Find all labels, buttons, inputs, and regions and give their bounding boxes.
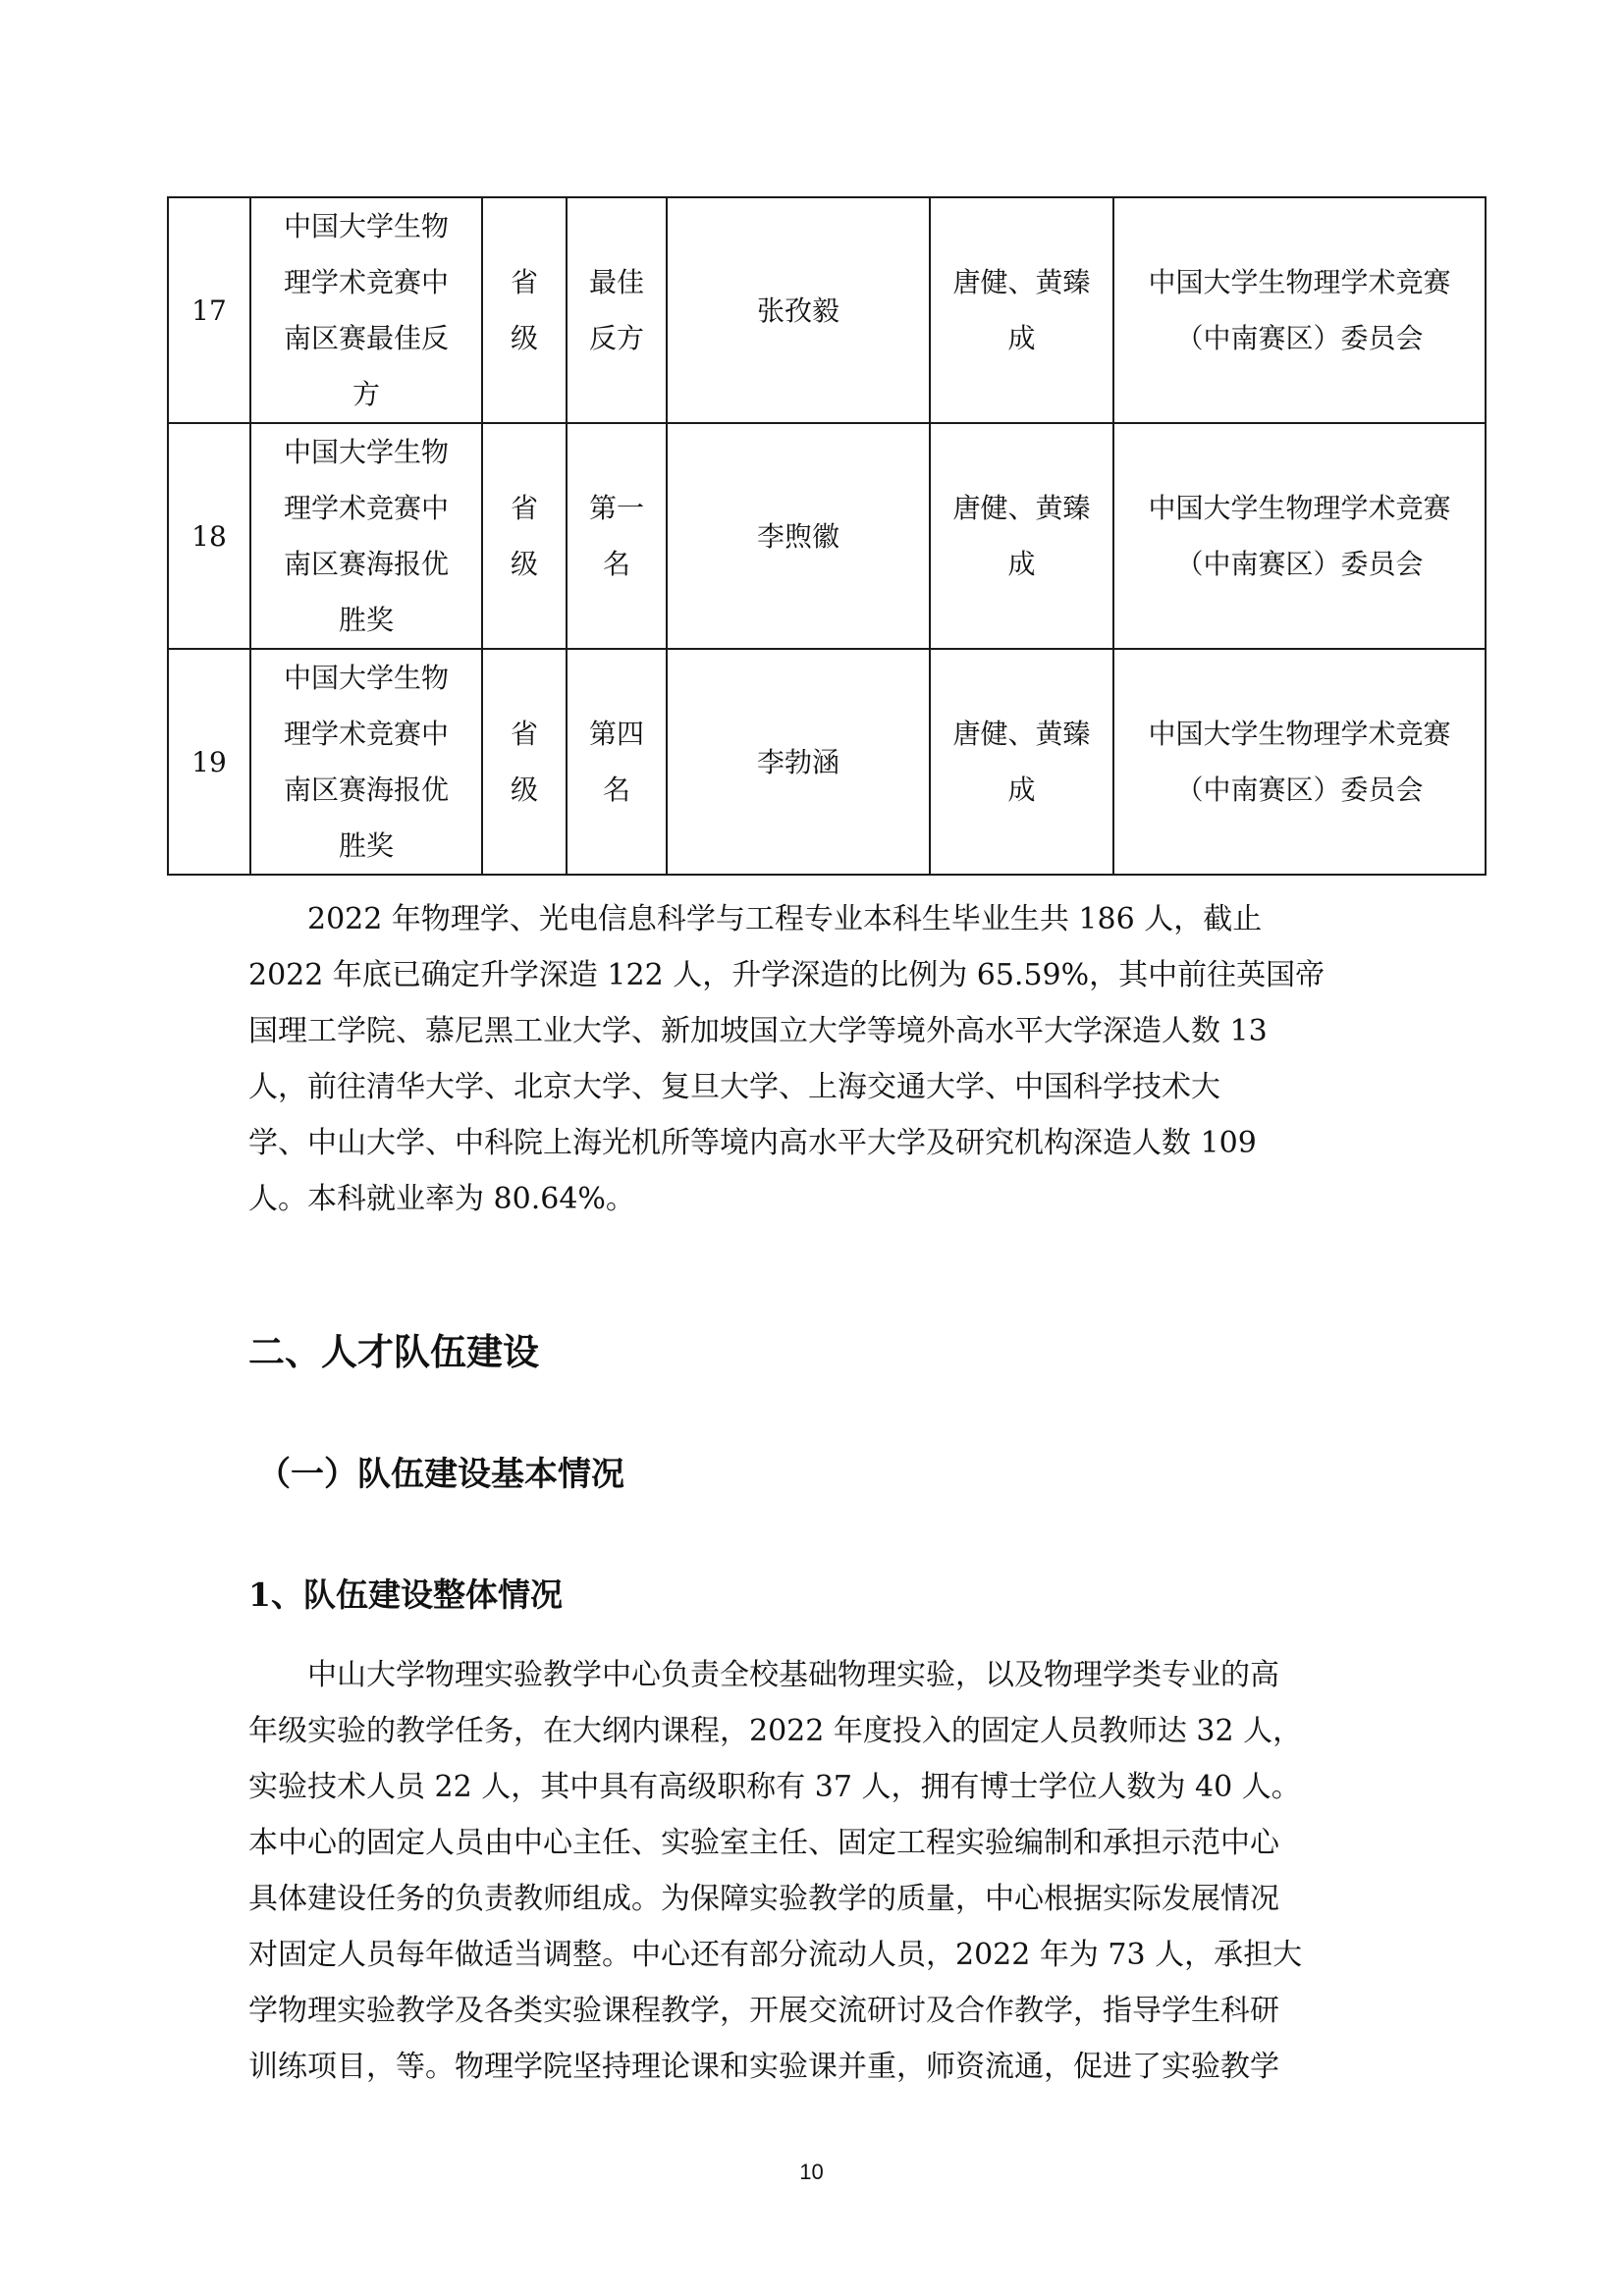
paragraph-line: 2022 年底已确定升学深造 122 人，升学深造的比例为 65.59%，其中前往英国帝 (248, 958, 1325, 992)
awards-table (167, 196, 1487, 876)
award-level-cell (482, 197, 567, 423)
organizer-cell (1113, 197, 1486, 423)
paragraph-line: 中山大学物理实验教学中心负责全校基础物理实验，以及物理学类专业的高 (307, 1658, 1279, 1692)
award-name-line: 理学术竞赛中 (283, 266, 449, 298)
organizer-line: 中国大学生物理学术竞赛 (1148, 492, 1451, 524)
award-name-cell (250, 197, 482, 423)
organizer-line: （中南赛区）委员会 (1175, 774, 1424, 806)
subsection-heading: （一）队伍建设基本情况 (257, 1455, 624, 1494)
paragraph-line: 对固定人员每年做适当调整。中心还有部分流动人员，2022 年为 73 人，承担大 (248, 1938, 1303, 1972)
award-name-line: 中国大学生物 (283, 436, 449, 468)
paragraph-line: 具体建设任务的负责教师组成。为保障实验教学的质量，中心根据实际发展情况 (248, 1882, 1279, 1916)
row-index: 17 (168, 197, 250, 423)
award-name-line: 南区赛最佳反 (283, 322, 449, 354)
award-name-line: 南区赛海报优 (283, 548, 449, 580)
table-row (168, 649, 1486, 875)
award-level-line: 省 (510, 492, 538, 524)
advisor-line: 唐健、黄臻 (952, 718, 1091, 750)
award-level-line: 级 (510, 548, 538, 580)
paragraph-line: 年级实验的教学任务，在大纲内课程，2022 年度投入的固定人员教师达 32 人， (248, 1714, 1303, 1748)
advisor-line: 成 (1007, 322, 1036, 354)
award-rank-line: 最佳 (588, 266, 644, 298)
section-heading: 二、人才队伍建设 (248, 1331, 539, 1373)
table-row (168, 423, 1486, 649)
organizer-cell (1113, 423, 1486, 649)
award-rank-cell (567, 197, 667, 423)
organizer-line: （中南赛区）委员会 (1175, 322, 1424, 354)
row-index: 18 (168, 423, 250, 649)
award-level-line: 省 (510, 266, 538, 298)
award-level-line: 级 (510, 322, 538, 354)
award-name-cell (250, 649, 482, 875)
award-rank-line: 第四 (588, 718, 644, 750)
organizer-cell (1113, 649, 1486, 875)
award-level-cell (482, 649, 567, 875)
paragraph-line: 2022 年物理学、光电信息科学与工程专业本科生毕业生共 186 人，截止 (307, 902, 1263, 936)
awards-table-body (168, 197, 1486, 875)
award-name-line: 南区赛海报优 (283, 774, 449, 806)
award-name-cell (250, 423, 482, 649)
paragraph-line: 国理工学院、慕尼黑工业大学、新加坡国立大学等境外高水平大学深造人数 13 (248, 1014, 1268, 1048)
award-rank-line: 第一 (588, 492, 644, 524)
paragraph-line: 学、中山大学、中科院上海光机所等境内高水平大学及研究机构深造人数 109 (248, 1126, 1257, 1160)
row-index: 19 (168, 649, 250, 875)
item-heading: 1、队伍建设整体情况 (248, 1575, 563, 1614)
award-name-line: 胜奖 (338, 604, 394, 636)
advisor-cell (930, 423, 1113, 649)
award-rank-line: 反方 (588, 322, 644, 354)
award-rank-cell (567, 423, 667, 649)
award-level-cell (482, 423, 567, 649)
award-level-line: 级 (510, 774, 538, 806)
award-rank-line: 名 (602, 548, 630, 580)
advisor-line: 唐健、黄臻 (952, 266, 1091, 298)
award-level-line: 省 (510, 718, 538, 750)
award-name-line: 理学术竞赛中 (283, 718, 449, 750)
student-name: 李煦徽 (667, 423, 930, 649)
award-rank-cell (567, 649, 667, 875)
award-name-line: 中国大学生物 (283, 662, 449, 694)
award-name-line: 中国大学生物 (283, 210, 449, 242)
organizer-line: （中南赛区）委员会 (1175, 548, 1424, 580)
advisor-line: 唐健、黄臻 (952, 492, 1091, 524)
student-name: 张孜毅 (667, 197, 930, 423)
page-number: 10 (799, 2160, 824, 2184)
paragraph-line: 实验技术人员 22 人，其中具有高级职称有 37 人，拥有博士学位人数为 40 人。 (248, 1770, 1301, 1804)
paragraph-line: 本中心的固定人员由中心主任、实验室主任、固定工程实验编制和承担示范中心 (248, 1826, 1279, 1860)
advisor-cell (930, 649, 1113, 875)
award-name-line: 理学术竞赛中 (283, 492, 449, 524)
student-name: 李勃涵 (667, 649, 930, 875)
paragraph-line: 人，前往清华大学、北京大学、复旦大学、上海交通大学、中国科学技术大 (248, 1070, 1220, 1104)
organizer-line: 中国大学生物理学术竞赛 (1148, 266, 1451, 298)
paragraph-line: 人。本科就业率为 80.64%。 (248, 1182, 635, 1216)
award-name-line: 方 (352, 378, 380, 410)
advisor-line: 成 (1007, 548, 1036, 580)
paragraph-line: 学物理实验教学及各类实验课程教学，开展交流研讨及合作教学，指导学生科研 (248, 1994, 1279, 2028)
advisor-cell (930, 197, 1113, 423)
paragraph-line: 训练项目，等。物理学院坚持理论课和实验课并重，师资流通，促进了实验教学 (248, 2050, 1279, 2084)
advisor-line: 成 (1007, 774, 1036, 806)
organizer-line: 中国大学生物理学术竞赛 (1148, 718, 1451, 750)
award-rank-line: 名 (602, 774, 630, 806)
award-name-line: 胜奖 (338, 829, 394, 862)
table-row (168, 197, 1486, 423)
